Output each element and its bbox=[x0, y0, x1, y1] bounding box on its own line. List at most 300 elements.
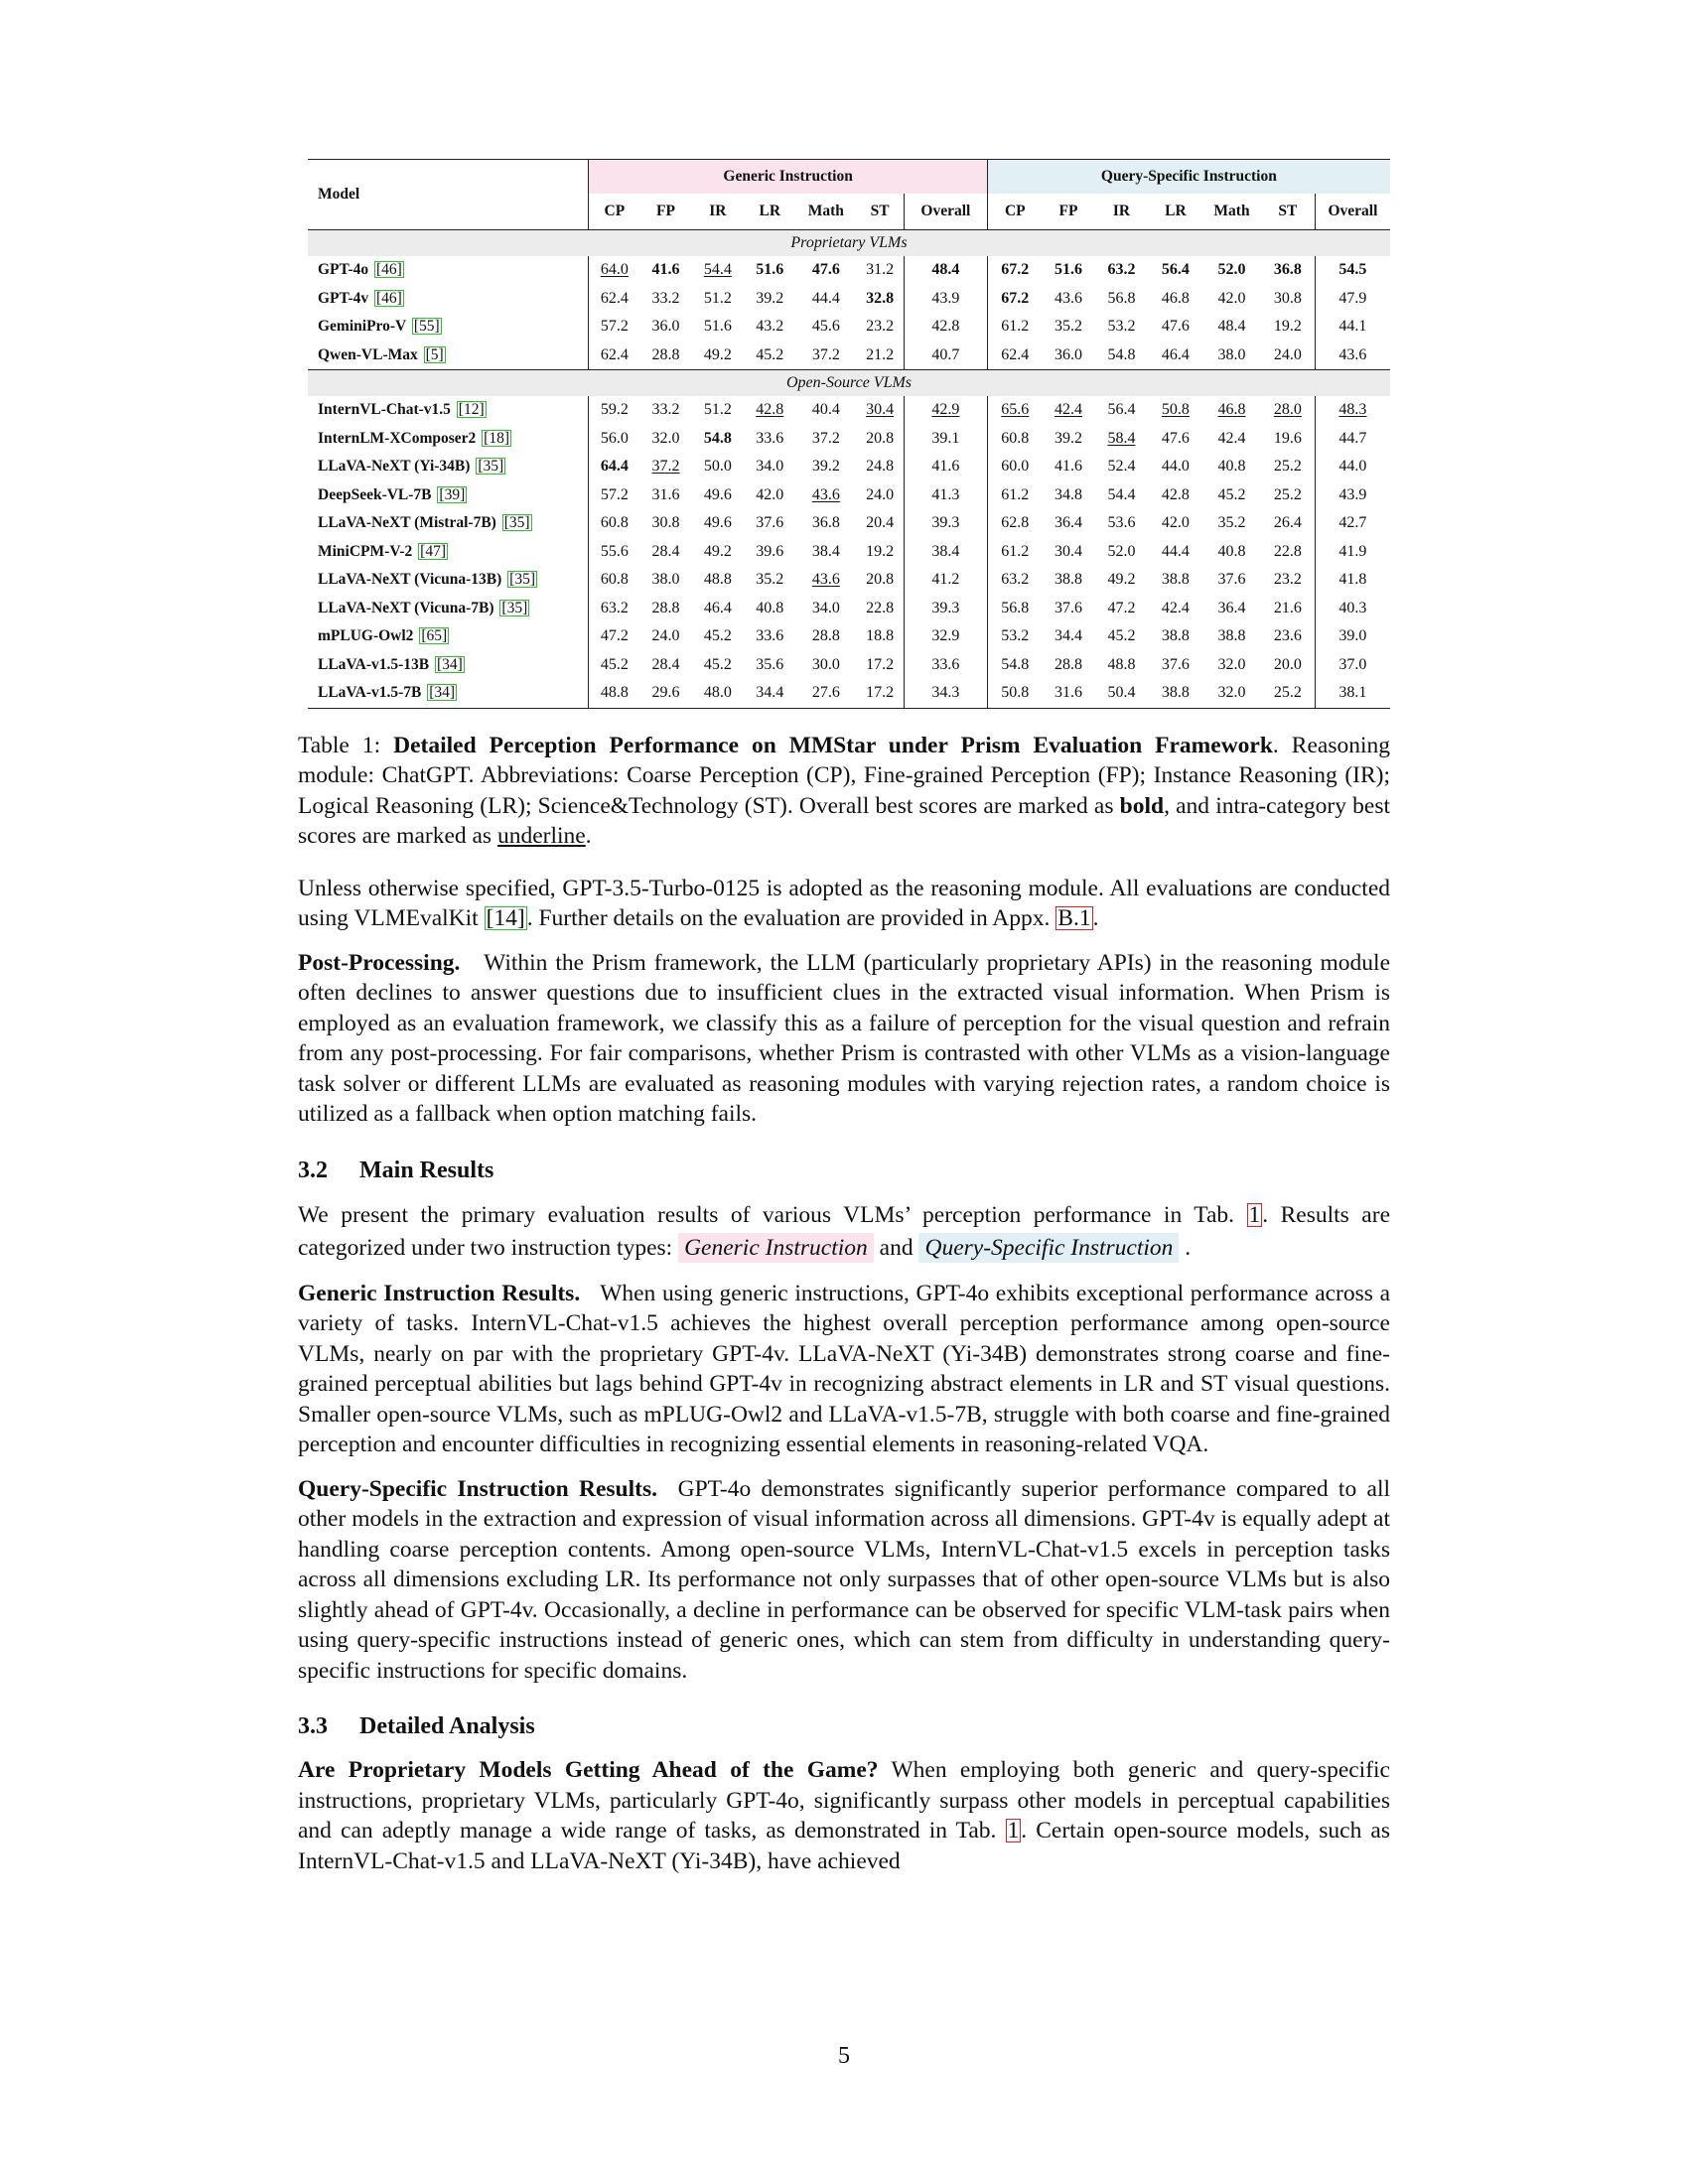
model-name: Qwen-VL-Max bbox=[318, 345, 418, 363]
score-cell: 38.8 bbox=[1161, 627, 1190, 645]
table-caption bbox=[298, 731, 1390, 852]
score-cell: 54.8 bbox=[703, 429, 732, 447]
score-cell: 39.3 bbox=[904, 595, 987, 623]
score-cell: 56.4 bbox=[1161, 261, 1190, 279]
score-cell: 64.4 bbox=[589, 453, 639, 481]
score-cell: 47.6 bbox=[1161, 429, 1190, 447]
score-cell: 37.6 bbox=[1055, 599, 1082, 616]
main-text-2: . Results are categorized under two instruction types: bbox=[298, 1201, 1390, 1261]
score-cell: 67.2 bbox=[987, 285, 1043, 314]
results-table-container bbox=[308, 159, 1400, 709]
score-cell: 63.2 bbox=[987, 566, 1043, 595]
table-row bbox=[308, 509, 1390, 538]
score-cell: 34.8 bbox=[1055, 485, 1082, 503]
score-cell: 32.9 bbox=[904, 622, 987, 651]
score-cell: 65.6 bbox=[987, 396, 1043, 425]
score-cell: 54.8 bbox=[987, 651, 1043, 680]
section-label: Open-Source VLMs bbox=[308, 370, 1390, 397]
column-header-g-ir: IR bbox=[692, 194, 744, 230]
score-cell: 36.8 bbox=[811, 514, 840, 532]
score-cell: 36.0 bbox=[651, 318, 680, 336]
query-specific-instruction-highlight: Query-Specific Instruction bbox=[918, 1233, 1179, 1263]
citation-link[interactable]: [18] bbox=[484, 429, 509, 447]
score-cell: 25.2 bbox=[1273, 458, 1302, 476]
score-cell: 50.8 bbox=[987, 679, 1043, 708]
score-cell: 62.4 bbox=[589, 285, 639, 314]
model-name-cell bbox=[308, 622, 589, 651]
score-cell: 34.0 bbox=[811, 599, 840, 616]
citation-link[interactable]: [5] bbox=[425, 345, 444, 363]
score-cell: 28.8 bbox=[1055, 655, 1082, 673]
caption-bold-word: bold bbox=[1119, 792, 1165, 819]
score-cell: 60.8 bbox=[987, 425, 1043, 454]
score-cell: 45.2 bbox=[703, 627, 732, 645]
appendix-link[interactable]: B.1 bbox=[1057, 905, 1091, 931]
table-row bbox=[308, 396, 1390, 425]
score-cell: 30.4 bbox=[1055, 542, 1082, 560]
column-header-q-ir: IR bbox=[1094, 194, 1148, 230]
score-cell: 54.8 bbox=[1107, 345, 1136, 363]
score-cell: 48.8 bbox=[589, 679, 639, 708]
model-name-cell bbox=[308, 679, 589, 708]
column-header-g-lr: LR bbox=[744, 194, 795, 230]
score-cell: 42.8 bbox=[756, 401, 784, 419]
score-cell: 45.2 bbox=[1217, 485, 1246, 503]
model-name-cell bbox=[308, 566, 589, 595]
score-cell: 41.9 bbox=[1315, 538, 1390, 567]
section-heading-detailed-analysis bbox=[298, 1711, 1390, 1741]
score-cell: 63.2 bbox=[589, 595, 639, 623]
score-cell: 23.2 bbox=[1273, 571, 1302, 589]
ahead-text-2: . Certain open-source models, such as InternVL-Chat-v1.5 and LLaVA-NeXT (Yi-34B), have achieved bbox=[298, 1818, 1391, 1874]
section-number: 3.2 bbox=[298, 1157, 328, 1183]
score-cell: 46.8 bbox=[1217, 401, 1246, 419]
score-cell: 43.6 bbox=[811, 485, 840, 503]
table-row bbox=[308, 566, 1390, 595]
score-cell: 48.8 bbox=[1107, 655, 1136, 673]
table-row bbox=[308, 453, 1390, 481]
score-cell: 41.6 bbox=[651, 261, 680, 279]
score-cell: 37.6 bbox=[1217, 571, 1246, 589]
score-cell: 49.2 bbox=[703, 542, 732, 560]
score-cell: 42.4 bbox=[1161, 599, 1190, 616]
score-cell: 17.2 bbox=[856, 679, 904, 708]
score-cell: 55.6 bbox=[589, 538, 639, 567]
table-row bbox=[308, 538, 1390, 567]
model-name-cell bbox=[308, 313, 589, 341]
score-cell: 56.8 bbox=[1107, 289, 1136, 307]
score-cell: 48.4 bbox=[1217, 318, 1246, 336]
table-row bbox=[308, 425, 1390, 454]
model-name: DeepSeek-VL-7B bbox=[318, 485, 432, 503]
score-cell: 37.6 bbox=[756, 514, 784, 532]
score-cell: 38.8 bbox=[1217, 627, 1246, 645]
model-name-cell bbox=[308, 481, 589, 510]
score-cell: 37.0 bbox=[1315, 651, 1390, 680]
score-cell: 59.2 bbox=[589, 396, 639, 425]
table-row bbox=[308, 285, 1390, 314]
score-cell: 23.2 bbox=[866, 318, 895, 336]
score-cell: 41.3 bbox=[904, 481, 987, 510]
score-cell: 48.0 bbox=[692, 679, 744, 708]
score-cell: 33.6 bbox=[756, 429, 784, 447]
score-cell: 44.7 bbox=[1315, 425, 1390, 454]
score-cell: 27.6 bbox=[795, 679, 856, 708]
score-cell: 61.2 bbox=[987, 538, 1043, 567]
citation-link[interactable]: [35] bbox=[501, 599, 528, 616]
generic-instruction-highlight: Generic Instruction bbox=[678, 1233, 874, 1263]
score-cell: 54.4 bbox=[1107, 485, 1136, 503]
citation-link[interactable]: [46] bbox=[375, 261, 402, 279]
model-name: LLaVA-NeXT (Mistral-7B) bbox=[318, 514, 496, 532]
score-cell: 26.4 bbox=[1273, 514, 1302, 532]
score-cell: 51.2 bbox=[703, 401, 732, 419]
score-cell: 39.6 bbox=[756, 542, 784, 560]
score-cell: 35.2 bbox=[1217, 514, 1246, 532]
score-cell: 51.6 bbox=[703, 318, 732, 336]
caption-text-1: . Reasoning module: ChatGPT. Abbreviations: Coarse Perception (CP), Fine-grained Perception (FP); Instance Reasoning (IR); Logical Reasoning (LR); Science&Technology (ST). Overall best scores are marked as bbox=[298, 732, 1390, 819]
score-cell: 42.4 bbox=[1055, 401, 1082, 419]
group-header-row bbox=[308, 160, 1390, 195]
column-header-q-overall: Overall bbox=[1315, 194, 1390, 230]
score-cell: 28.8 bbox=[651, 345, 680, 363]
score-cell: 50.0 bbox=[703, 458, 732, 476]
score-cell: 43.6 bbox=[811, 571, 840, 589]
table-row bbox=[308, 341, 1390, 370]
score-cell: 52.0 bbox=[1107, 542, 1136, 560]
score-cell: 28.0 bbox=[1273, 401, 1302, 419]
score-cell: 38.8 bbox=[1055, 571, 1082, 589]
score-cell: 34.4 bbox=[1055, 627, 1082, 645]
score-cell: 46.4 bbox=[703, 599, 732, 616]
setup-text-1: Unless otherwise specified, GPT-3.5-Turbo-0125 is adopted as the reasoning module. All evaluations are conducted using VLMEvalKit bbox=[298, 875, 1390, 931]
setup-text-2: . Further details on the evaluation are provided in Appx. bbox=[526, 905, 1056, 931]
section-number: 3.3 bbox=[298, 1713, 328, 1739]
score-cell: 42.0 bbox=[1161, 514, 1190, 532]
page-number: 5 bbox=[838, 2043, 850, 2069]
citation-link[interactable]: [65] bbox=[421, 627, 448, 645]
score-cell: 39.1 bbox=[904, 425, 987, 454]
score-cell: 24.8 bbox=[866, 458, 895, 476]
score-cell: 31.6 bbox=[1043, 679, 1094, 708]
score-cell: 49.2 bbox=[1107, 571, 1136, 589]
score-cell: 31.6 bbox=[651, 485, 680, 503]
post-processing-text: Within the Prism framework, the LLM (particularly proprietary APIs) in the reasoning module often declines to answer questions due to insufficient clues in the extracted visual information. When Prism is employed as an evaluation framework, we classify this as a failure of perception for the visual question and refrain from any post-processing. For fair comparisons, whether Prism is contrasted with other VLMs as a vision-language task solver or different LLMs are evaluated as reasoning modules with varying rejection rates, a random choice is utilized as a fallback when option matching fails. bbox=[298, 949, 1391, 1127]
score-cell: 47.2 bbox=[1107, 599, 1136, 616]
caption-underline-word: underline bbox=[496, 823, 586, 849]
score-cell: 46.8 bbox=[1161, 289, 1190, 307]
score-cell: 25.2 bbox=[1273, 485, 1302, 503]
score-cell: 63.2 bbox=[1107, 261, 1136, 279]
score-cell: 33.2 bbox=[651, 401, 680, 419]
citation-link[interactable]: [46] bbox=[375, 289, 402, 307]
open-source-vlms-section-row bbox=[308, 370, 1390, 397]
model-name: InternVL-Chat-v1.5 bbox=[318, 401, 451, 419]
table-row bbox=[308, 595, 1390, 623]
model-name-cell bbox=[308, 425, 589, 454]
model-name: LLaVA-NeXT (Vicuna-7B) bbox=[318, 599, 494, 616]
score-cell: 20.8 bbox=[866, 571, 895, 589]
score-cell: 38.4 bbox=[904, 538, 987, 567]
score-cell: 42.7 bbox=[1315, 509, 1390, 538]
score-cell: 39.3 bbox=[904, 509, 987, 538]
table-body bbox=[308, 230, 1390, 709]
score-cell: 48.8 bbox=[703, 571, 732, 589]
score-cell: 47.2 bbox=[589, 622, 639, 651]
score-cell: 43.9 bbox=[1315, 481, 1390, 510]
score-cell: 19.2 bbox=[866, 542, 895, 560]
model-name: LLaVA-v1.5-7B bbox=[318, 684, 422, 702]
score-cell: 32.0 bbox=[1217, 655, 1246, 673]
column-header-q-lr: LR bbox=[1149, 194, 1202, 230]
score-cell: 49.6 bbox=[703, 485, 732, 503]
score-cell: 17.2 bbox=[866, 655, 895, 673]
model-name-cell bbox=[308, 285, 589, 314]
score-cell: 60.8 bbox=[589, 566, 639, 595]
generic-results-paragraph bbox=[298, 1279, 1390, 1460]
score-cell: 24.0 bbox=[1273, 345, 1302, 363]
results-table bbox=[308, 159, 1390, 709]
main-text-1: We present the primary evaluation results of various VLMs’ perception performance in Tab. bbox=[298, 1201, 1247, 1228]
score-cell: 34.4 bbox=[744, 679, 795, 708]
score-cell: 40.8 bbox=[1217, 542, 1246, 560]
score-cell: 54.4 bbox=[703, 261, 732, 279]
score-cell: 37.6 bbox=[1161, 655, 1190, 673]
score-cell: 19.2 bbox=[1273, 318, 1302, 336]
main-text-3: . bbox=[1179, 1234, 1192, 1261]
score-cell: 42.8 bbox=[1161, 485, 1190, 503]
score-cell: 40.8 bbox=[756, 599, 784, 616]
score-cell: 56.4 bbox=[1107, 401, 1136, 419]
score-cell: 42.9 bbox=[904, 396, 987, 425]
score-cell: 39.2 bbox=[1055, 429, 1082, 447]
score-cell: 33.6 bbox=[756, 627, 784, 645]
score-cell: 40.4 bbox=[811, 401, 840, 419]
score-cell: 43.6 bbox=[1315, 341, 1390, 370]
citation-link[interactable]: [12] bbox=[458, 401, 485, 419]
model-name: GeminiPro-V bbox=[318, 318, 406, 336]
score-cell: 54.5 bbox=[1315, 256, 1390, 285]
citation-link[interactable]: [34] bbox=[429, 684, 456, 702]
score-cell: 44.4 bbox=[811, 289, 840, 307]
query-results-text: GPT-4o demonstrates significantly superior performance compared to all other models in the extraction and expression of visual information across all dimensions. GPT-4v is equally adept at handling coarse perception contents. Among open-source VLMs, InternVL-Chat-v1.5 excels in perception tasks across all dimensions excluding LR. Its performance not only surpasses that of other open-source VLMs but is also slightly ahead of GPT-4v. Occasionally, a decline in performance can be observed for specific VLM-task pairs when using query-specific instructions instead of generic ones, which can stem from difficulty in understanding query-specific instructions for specific domains. bbox=[298, 1475, 1391, 1684]
model-name-cell bbox=[308, 509, 589, 538]
section-heading-main-results bbox=[298, 1156, 1390, 1185]
score-cell: 38.8 bbox=[1161, 571, 1190, 589]
table-reference-link[interactable]: 1 bbox=[1007, 1818, 1020, 1843]
score-cell: 20.0 bbox=[1273, 655, 1302, 673]
table-row bbox=[308, 481, 1390, 510]
score-cell: 30.8 bbox=[651, 514, 680, 532]
query-specific-instruction-header: Query-Specific Instruction bbox=[987, 160, 1390, 195]
score-cell: 48.4 bbox=[904, 256, 987, 285]
score-cell: 41.6 bbox=[904, 453, 987, 481]
score-cell: 62.4 bbox=[589, 341, 639, 370]
score-cell: 35.2 bbox=[1055, 318, 1082, 336]
model-name: mPLUG-Owl2 bbox=[318, 627, 414, 645]
proprietary-ahead-paragraph bbox=[298, 1755, 1390, 1876]
table-row bbox=[308, 651, 1390, 680]
score-cell: 41.6 bbox=[1055, 458, 1082, 476]
score-cell: 42.0 bbox=[756, 485, 784, 503]
table-row bbox=[308, 622, 1390, 651]
citation-link[interactable]: [35] bbox=[509, 571, 535, 589]
citation-link[interactable]: [35] bbox=[503, 514, 530, 532]
score-cell: 44.0 bbox=[1315, 453, 1390, 481]
table-row bbox=[308, 679, 1390, 708]
score-cell: 37.2 bbox=[651, 458, 680, 476]
score-cell: 61.2 bbox=[987, 313, 1043, 341]
score-cell: 61.2 bbox=[987, 481, 1043, 510]
score-cell: 41.8 bbox=[1315, 566, 1390, 595]
score-cell: 20.8 bbox=[866, 429, 895, 447]
score-cell: 62.4 bbox=[987, 341, 1043, 370]
query-results-paragraph bbox=[298, 1474, 1390, 1687]
column-header-g-st: ST bbox=[856, 194, 904, 230]
citation-link[interactable]: [55] bbox=[413, 318, 440, 336]
post-processing-paragraph bbox=[298, 948, 1390, 1130]
score-cell: 36.8 bbox=[1273, 261, 1302, 279]
score-cell: 40.8 bbox=[1217, 458, 1246, 476]
column-header-g-fp: FP bbox=[639, 194, 691, 230]
score-cell: 51.2 bbox=[703, 289, 732, 307]
score-cell: 28.8 bbox=[651, 599, 680, 616]
score-cell: 40.7 bbox=[904, 341, 987, 370]
model-name-cell bbox=[308, 341, 589, 370]
generic-results-heading: Generic Instruction Results. bbox=[298, 1280, 581, 1306]
generic-results-text: When using generic instructions, GPT-4o exhibits exceptional performance across a variety of tasks. InternVL-Chat-v1.5 achieves the highest overall perception performance among open-source VLMs, nearly on par with the proprietary GPT-4v. LLaVA-NeXT (Yi-34B) demonstrates strong coarse and fine-grained perceptual abilities but lags behind GPT-4v in recognizing abstract elements in LR and ST visual questions. Smaller open-source VLMs, such as mPLUG-Owl2 and LLaVA-v1.5-7B, struggle with both coarse and fine-grained perception and encounter difficulties in recognizing essential elements in reasoning-related VQA. bbox=[298, 1280, 1391, 1457]
score-cell: 18.8 bbox=[866, 627, 895, 645]
score-cell: 67.2 bbox=[987, 256, 1043, 285]
score-cell: 64.0 bbox=[589, 256, 639, 285]
caption-text-3: . bbox=[585, 823, 592, 849]
score-cell: 46.4 bbox=[1161, 345, 1190, 363]
score-cell: 32.0 bbox=[1202, 679, 1261, 708]
model-name: MiniCPM-V-2 bbox=[318, 542, 413, 560]
generic-instruction-header: Generic Instruction bbox=[589, 160, 987, 195]
score-cell: 45.2 bbox=[589, 651, 639, 680]
score-cell: 39.2 bbox=[811, 458, 840, 476]
score-cell: 38.4 bbox=[811, 542, 840, 560]
score-cell: 43.9 bbox=[904, 285, 987, 314]
model-name-cell bbox=[308, 538, 589, 567]
score-cell: 53.2 bbox=[987, 622, 1043, 651]
evaluation-setup-paragraph bbox=[298, 874, 1390, 934]
score-cell: 52.4 bbox=[1107, 458, 1136, 476]
citation-link-vlmevalkit[interactable]: [14] bbox=[486, 905, 525, 931]
model-name-cell bbox=[308, 453, 589, 481]
score-cell: 42.8 bbox=[904, 313, 987, 341]
score-cell: 42.4 bbox=[1217, 429, 1246, 447]
score-cell: 23.6 bbox=[1273, 627, 1302, 645]
score-cell: 47.9 bbox=[1315, 285, 1390, 314]
main-results-intro-paragraph bbox=[298, 1199, 1390, 1265]
score-cell: 39.0 bbox=[1315, 622, 1390, 651]
score-cell: 37.2 bbox=[811, 429, 840, 447]
citation-link[interactable]: [35] bbox=[478, 458, 504, 476]
score-cell: 53.2 bbox=[1107, 318, 1136, 336]
query-results-heading: Query-Specific Instruction Results. bbox=[298, 1475, 658, 1502]
score-cell: 47.6 bbox=[1161, 318, 1190, 336]
score-cell: 34.3 bbox=[904, 679, 987, 708]
score-cell: 39.2 bbox=[756, 289, 784, 307]
score-cell: 41.2 bbox=[904, 566, 987, 595]
score-cell: 22.8 bbox=[866, 599, 895, 616]
score-cell: 24.0 bbox=[651, 627, 680, 645]
main-text-and: and bbox=[873, 1234, 919, 1261]
citation-link[interactable]: [34] bbox=[436, 655, 463, 673]
model-name-cell bbox=[308, 595, 589, 623]
score-cell: 33.2 bbox=[651, 289, 680, 307]
score-cell: 50.4 bbox=[1094, 679, 1148, 708]
score-cell: 44.4 bbox=[1161, 542, 1190, 560]
column-header-g-overall: Overall bbox=[904, 194, 987, 230]
ahead-text-1: When employing both generic and query-specific instructions, proprietary VLMs, particularly GPT-4o, significantly surpass other models in perceptual capabilities and can adeptly manage a wide range of tasks, as demonstrated in Tab. bbox=[298, 1757, 1390, 1843]
score-cell: 24.0 bbox=[866, 485, 895, 503]
citation-link[interactable]: [47] bbox=[420, 542, 446, 560]
table-row bbox=[308, 256, 1390, 285]
caption-text-2: , and intra-category best scores are marked as bbox=[298, 792, 1390, 849]
score-cell: 35.6 bbox=[756, 655, 784, 673]
score-cell: 44.1 bbox=[1315, 313, 1390, 341]
score-cell: 29.6 bbox=[639, 679, 691, 708]
column-header-q-st: ST bbox=[1261, 194, 1315, 230]
score-cell: 19.6 bbox=[1273, 429, 1302, 447]
proprietary-vlms-section-row bbox=[308, 230, 1390, 257]
score-cell: 33.6 bbox=[904, 651, 987, 680]
model-name: LLaVA-v1.5-13B bbox=[318, 655, 430, 673]
score-cell: 62.8 bbox=[987, 509, 1043, 538]
model-name-cell bbox=[308, 396, 589, 425]
score-cell: 38.1 bbox=[1315, 679, 1390, 708]
proprietary-ahead-heading: Are Proprietary Models Getting Ahead of the Game? bbox=[298, 1757, 879, 1783]
score-cell: 50.8 bbox=[1161, 401, 1190, 419]
model-column-header: Model bbox=[308, 160, 589, 230]
caption-title: Detailed Perception Performance on MMStar under Prism Evaluation Framework bbox=[393, 732, 1273, 758]
score-cell: 21.2 bbox=[866, 345, 895, 363]
score-cell: 31.2 bbox=[866, 261, 895, 279]
column-header-q-cp: CP bbox=[987, 194, 1043, 230]
citation-link[interactable]: [39] bbox=[439, 485, 466, 503]
model-name: GPT-4v bbox=[318, 289, 369, 307]
model-name-cell bbox=[308, 256, 589, 285]
score-cell: 60.0 bbox=[987, 453, 1043, 481]
score-cell: 48.3 bbox=[1315, 396, 1390, 425]
model-name: InternLM-XComposer2 bbox=[318, 429, 477, 447]
table-row bbox=[308, 313, 1390, 341]
score-cell: 57.2 bbox=[589, 313, 639, 341]
score-cell: 20.4 bbox=[866, 514, 895, 532]
score-cell: 28.8 bbox=[811, 627, 840, 645]
score-cell: 36.0 bbox=[1055, 345, 1082, 363]
section-title: Main Results bbox=[359, 1157, 494, 1183]
score-cell: 45.2 bbox=[703, 655, 732, 673]
score-cell: 56.8 bbox=[987, 595, 1043, 623]
score-cell: 32.0 bbox=[651, 429, 680, 447]
paper-page bbox=[298, 159, 1390, 1876]
column-header-g-math: Math bbox=[795, 194, 856, 230]
score-cell: 37.2 bbox=[811, 345, 840, 363]
model-name: GPT-4o bbox=[318, 261, 369, 279]
score-cell: 57.2 bbox=[589, 481, 639, 510]
score-cell: 25.2 bbox=[1261, 679, 1315, 708]
caption-label: Table 1: bbox=[298, 732, 394, 758]
table-reference-link[interactable]: 1 bbox=[1248, 1201, 1261, 1228]
model-name-cell bbox=[308, 651, 589, 680]
section-title: Detailed Analysis bbox=[359, 1713, 535, 1739]
score-cell: 38.0 bbox=[651, 571, 680, 589]
column-header-q-fp: FP bbox=[1043, 194, 1094, 230]
